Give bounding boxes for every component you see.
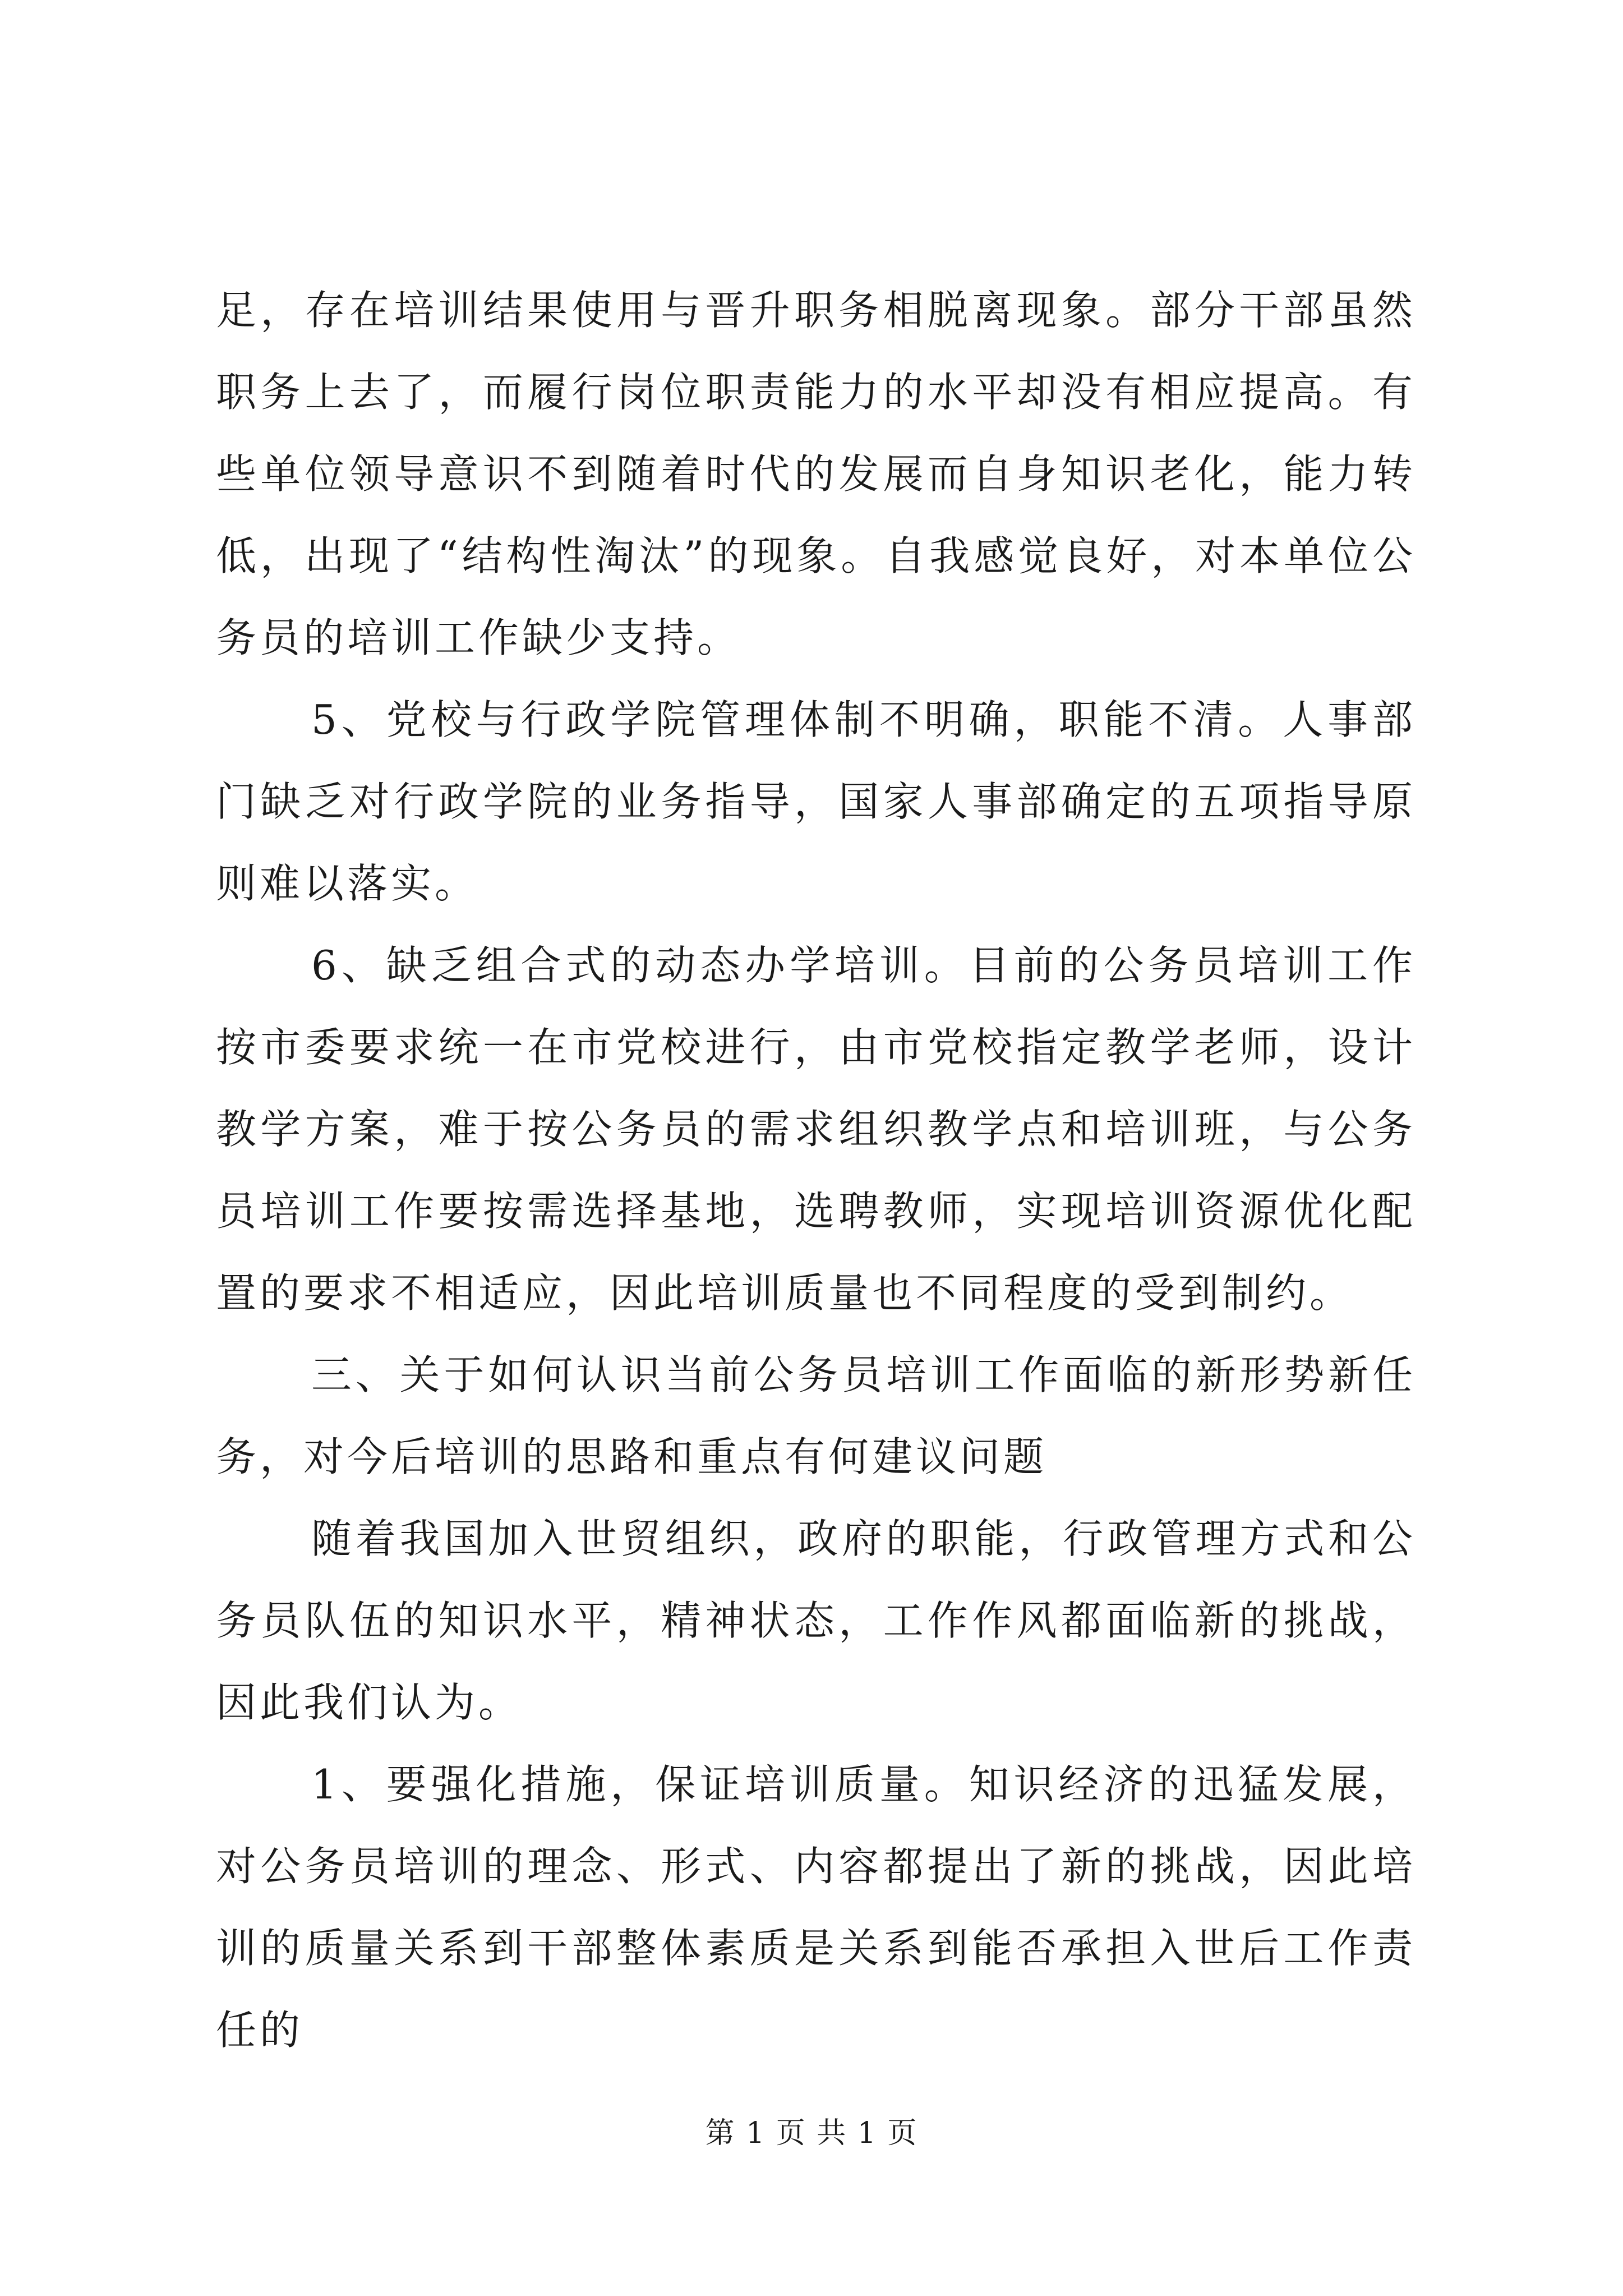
paragraph-continuation: 足，存在培训结果使用与晋升职务相脱离现象。部分干部虽然职务上去了，而履行岗位职责能力的水平却没有相应提高。有些单位领导意识不到随着时代的发展而自身知识老化，能力转低，出现了“结构性淘汰”的现象。自我感觉良好，对本单位公务员的培训工作缺少支持。 bbox=[216, 287, 1416, 661]
paragraph-intro: 随着我国加入世贸组织，政府的职能，行政管理方式和公务员队伍的知识水平，精神状态，工作作风都面临新的挑战，因此我们认为。 bbox=[216, 1515, 1416, 1726]
section-heading-3: 三、关于如何认识当前公务员培训工作面临的新形势新任务，对今后培训的思路和重点有何建议问题 bbox=[216, 1351, 1416, 1480]
paragraph-item-6: 6、缺乏组合式的动态办学培训。目前的公务员培训工作按市委要求统一在市党校进行，由市党校指定教学老师，设计教学方案，难于按公务员的需求组织教学点和培训班，与公务员培训工作要按需选择基地，选聘教师，实现培训资源优化配置的要求不相适应，因此培训质量也不同程度的受到制约。 bbox=[216, 942, 1416, 1317]
paragraph-item-1: 1、要强化措施，保证培训质量。知识经济的迅猛发展，对公务员培训的理念、形式、内容都提出了新的挑战，因此培训的质量关系到干部整体素质是关系到能否承担入世后工作责任的 bbox=[216, 1761, 1416, 2054]
document-body bbox=[216, 269, 1416, 2071]
page-footer: 第 1 页 共 1 页 bbox=[705, 2116, 918, 2150]
paragraph-item-5: 5、党校与行政学院管理体制不明确，职能不清。人事部门缺乏对行政学院的业务指导，国家人事部确定的五项指导原则难以落实。 bbox=[216, 696, 1416, 907]
